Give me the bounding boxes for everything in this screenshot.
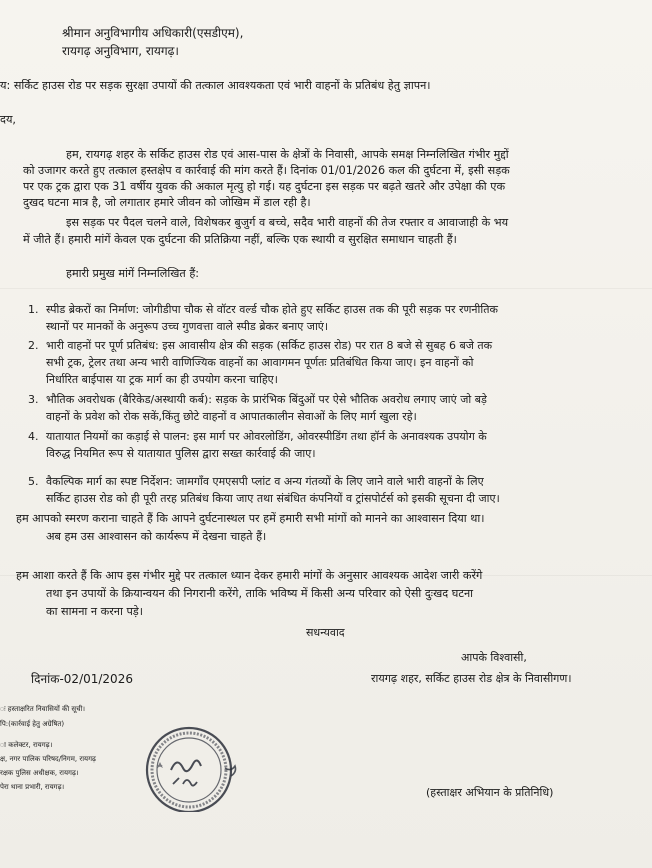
subject-line: य: सर्किट हाउस रोड पर सड़क सुरक्षा उपायों की तत्काल आवश्यकता एवं भारी वाहनों के प्रतिबंध हेतु ज्ञापन। <box>0 79 431 92</box>
demand-number: 1. <box>28 303 39 316</box>
copy-to-line: क्ष, नगर पालिक परिषद/निगम, रायगढ़ <box>0 755 96 763</box>
paragraph-2-line: इस सड़क पर पैदल चलने वाले, विशेषकर बुजुर्ग व बच्चे, सदैव भारी वाहनों की तेज रफ्तार व आवाजाही के भय <box>66 216 509 229</box>
demand-line: निर्धारित बाईपास या ट्रक मार्ग का ही उपयोग करना चाहिए। <box>46 373 278 386</box>
demand-line: वैकल्पिक मार्ग का स्पष्ट निर्देशन: जामगाँव एमएसपी प्लांट व अन्य गंतव्यों के लिए जाने वाले भारी वाहनों के लिए <box>46 475 484 488</box>
thanks-text: सधन्यवाद <box>306 626 345 639</box>
demand-number: 2. <box>28 339 39 352</box>
signoff-from: रायगढ़ शहर, सर्किट हाउस रोड क्षेत्र के निवासीगण। <box>371 672 572 685</box>
demand-line: सर्किट हाउस रोड को ही पूरी तरह प्रतिबंध किया जाए तथा संबंधित कंपनियों व ट्रांसपोर्टर्स को इसकी सूचना दी जाए। <box>46 492 500 505</box>
addressee-line-2: रायगढ़ अनुविभाग, रायगढ़। <box>62 44 179 58</box>
demand-line: विरुद्ध नियमित रूप से यातायात पुलिस द्वारा सख्त कार्रवाई की जाए। <box>46 447 316 460</box>
paragraph-1-line: हम, रायगढ़ शहर के सर्किट हाउस रोड एवं आस-पास के क्षेत्रों के निवासी, आपके समक्ष निम्नलिखित गंभीर मुद्दों <box>66 148 509 161</box>
salutation: दय, <box>0 113 16 126</box>
demand-number: 4. <box>28 430 39 443</box>
paper-crease <box>0 288 652 289</box>
demand-number: 3. <box>28 393 39 406</box>
closing-line: तथा इन उपायों के क्रियान्वयन की निगरानी करेंगे, ताकि भविष्य में किसी अन्य परिवार को ऐसी दुःखद घटना <box>46 587 474 600</box>
received-stamp <box>133 712 243 812</box>
reminder-line: हम आपको स्मरण कराना चाहते हैं कि आपने दुर्घटनास्थल पर हमें हमारी सभी मांगों को मानने का आश्वासन दिया था। <box>16 512 485 525</box>
reminder-line: अब हम उस आश्वासन को कार्यरूप में देखना चाहते हैं। <box>46 530 267 543</box>
demand-line: स्थानों पर मानकों के अनुरूप उच्च गुणवत्ता वाले स्पीड ब्रेकर बनाए जाएं। <box>46 320 329 333</box>
copy-to-line: पेरा थाना प्रभारी, रायगढ़। <box>0 783 65 791</box>
letter-date: दिनांक-02/01/2026 <box>31 672 133 686</box>
copy-to-line: रक्षक पुलिस अधीक्षक, रायगढ़। <box>0 769 79 777</box>
enclosure-line: ः हस्ताक्षरित निवासियों की सूची। <box>0 705 86 713</box>
addressee-line-1: श्रीमान अनुविभागीय अधिकारी(एसडीएम), <box>62 26 244 40</box>
demands-heading: हमारी प्रमुख मांगें निम्नलिखित हैं: <box>66 267 200 280</box>
demand-line: भौतिक अवरोधक (बैरिकेड/अस्थायी कर्ब): सड़क के प्रारंभिक बिंदुओं पर ऐसे भौतिक अवरोध लगाए जाएं जो बड़े <box>46 393 487 406</box>
demand-line: भारी वाहनों पर पूर्ण प्रतिबंध: इस आवासीय क्षेत्र की सड़क (सर्किट हाउस रोड) पर रात 8 बजे से सुबह 6 बजे तक <box>46 339 493 352</box>
closing-line: का सामना न करना पड़े। <box>46 605 144 618</box>
demand-line: स्पीड ब्रेकरों का निर्माण: जोगीडीपा चौक से वॉटर वर्ल्ड चौक होते हुए सर्किट हाउस तक की पूरी सड़क पर रणनीतिक <box>46 303 498 316</box>
paragraph-1-line: को उजागर करते हुए तत्काल हस्तक्षेप व कार्रवाई की मांग करते हैं। दिनांक 01/01/2026 कल की दुर्घटना में, इसी सड़क <box>23 164 510 177</box>
closing-line: हम आशा करते हैं कि आप इस गंभीर मुद्दे पर तत्काल ध्यान देकर हमारी मांगों के अनुसार आवश्यक आदेश जारी करेंगे <box>16 569 483 582</box>
paragraph-1-line: दुखद घटना मात्र है, जो लगातार हमारे जीवन को जोखिम में डाल रही है। <box>23 196 311 209</box>
copy-to-line: ा कलेक्टर, रायगढ़। <box>0 741 53 749</box>
signoff-faithfully: आपके विश्वासी, <box>461 651 527 664</box>
paragraph-1-line: पर एक ट्रक द्वारा एक 31 वर्षीय युवक की अकाल मृत्यु हो गई। यह दुर्घटना इस सड़क पर बढ़ते खतरे और उपेक्षा की एक <box>23 180 506 193</box>
demand-line: यातायात नियमों का कड़ाई से पालन: इस मार्ग पर ओवरलोडिंग, ओवरस्पीडिंग तथा हॉर्न के अनावश्यक उपयोग के <box>46 430 487 443</box>
enclosure-line: पि:(कार्रवाई हेतु अग्रेषित) <box>0 720 65 728</box>
demand-line: वाहनों के प्रवेश को रोक सकें,किंतु छोटे वाहनों व आपातकालीन सेवाओं के लिए मार्ग खुला रहे। <box>46 410 417 423</box>
paragraph-2-line: में जीते हैं। हमारी मांगें केवल एक दुर्घटना की प्रतिक्रिया नहीं, बल्कि एक स्थायी व सुरक्षित समाधान चाहती हैं। <box>23 233 457 246</box>
representative-label: (हस्ताक्षर अभियान के प्रतिनिधि) <box>426 786 554 799</box>
demand-line: सभी ट्रक, ट्रेलर तथा अन्य भारी वाणिज्यिक वाहनों का आवागमन पूर्णतः प्रतिबंधित किया जाए। इन वाहनों को <box>46 356 474 369</box>
demand-number: 5. <box>28 475 39 488</box>
